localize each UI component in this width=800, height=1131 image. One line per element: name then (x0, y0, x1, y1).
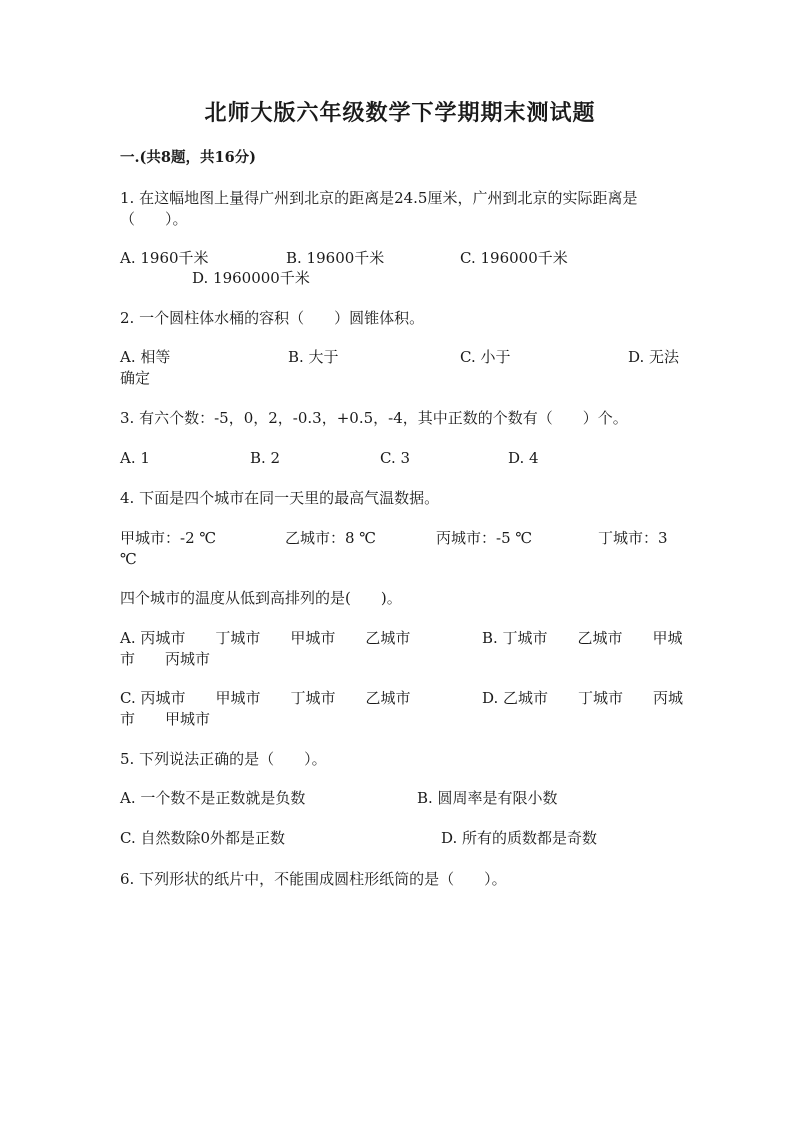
q2-option-d: D. 无法 (628, 348, 680, 366)
q4-city-bing: 丙城市：-5 ℃ (436, 529, 533, 547)
q3-stem: 3. 有六个数：-5，0，2，-0.3，+0.5，-4，其中正数的个数有（ ）个。 (120, 409, 628, 427)
q4-city-ding-unit: ℃ (120, 550, 137, 568)
q5-option-d: D. 所有的质数都是奇数 (441, 829, 598, 847)
q5-stem: 5. 下列说法正确的是（ ）。 (120, 750, 327, 768)
q4-option-a: A. 丙城市 丁城市 甲城市 乙城市 (120, 629, 411, 647)
q4-option-d-continued: 市 甲城市 (120, 710, 211, 728)
q6-stem: 6. 下列形状的纸片中，不能围成圆柱形纸筒的是（ ）。 (120, 870, 507, 888)
q1-option-d: D. 1960000千米 (192, 269, 310, 287)
q3-option-d: D. 4 (508, 449, 539, 467)
section-heading: 一.(共8题，共16分) (120, 149, 257, 166)
q2-option-b: B. 大于 (288, 348, 339, 366)
q4-city-jia: 甲城市：-2 ℃ (120, 529, 217, 547)
q1-stem-line2: （ ）。 (120, 210, 188, 228)
q4-option-d: D. 乙城市 丁城市 丙城 (482, 689, 684, 707)
q4-option-c: C. 丙城市 甲城市 丁城市 乙城市 (120, 689, 411, 707)
q4-stem: 4. 下面是四个城市在同一天里的最高气温数据。 (120, 489, 440, 507)
q5-option-b: B. 圆周率是有限小数 (417, 789, 558, 807)
q3-option-c: C. 3 (380, 449, 411, 467)
page-title: 北师大版六年级数学下学期期末测试题 (204, 100, 596, 126)
q5-option-c: C. 自然数除0外都是正数 (120, 829, 286, 847)
q4-option-b-continued: 市 丙城市 (120, 650, 211, 668)
q3-option-b: B. 2 (250, 449, 281, 467)
q4-question: 四个城市的温度从低到高排列的是( )。 (120, 589, 402, 607)
q1-option-a: A. 1960千米 (120, 249, 209, 267)
q5-option-a: A. 一个数不是正数就是负数 (120, 789, 306, 807)
q1-option-c: C. 196000千米 (460, 249, 568, 267)
q4-city-ding: 丁城市：3 (598, 529, 668, 547)
q2-option-d-continued: 确定 (120, 369, 151, 387)
q2-stem: 2. 一个圆柱体水桶的容积（ ）圆锥体积。 (120, 309, 425, 327)
q1-stem-line1: 1. 在这幅地图上量得广州到北京的距离是24.5厘米，广州到北京的实际距离是 (120, 189, 638, 207)
q2-option-a: A. 相等 (120, 348, 171, 366)
q4-city-yi: 乙城市：8 ℃ (285, 529, 377, 547)
q3-option-a: A. 1 (120, 449, 150, 467)
q4-option-b: B. 丁城市 乙城市 甲城 (482, 629, 683, 647)
q2-option-c: C. 小于 (460, 348, 511, 366)
q1-option-b: B. 19600千米 (286, 249, 385, 267)
